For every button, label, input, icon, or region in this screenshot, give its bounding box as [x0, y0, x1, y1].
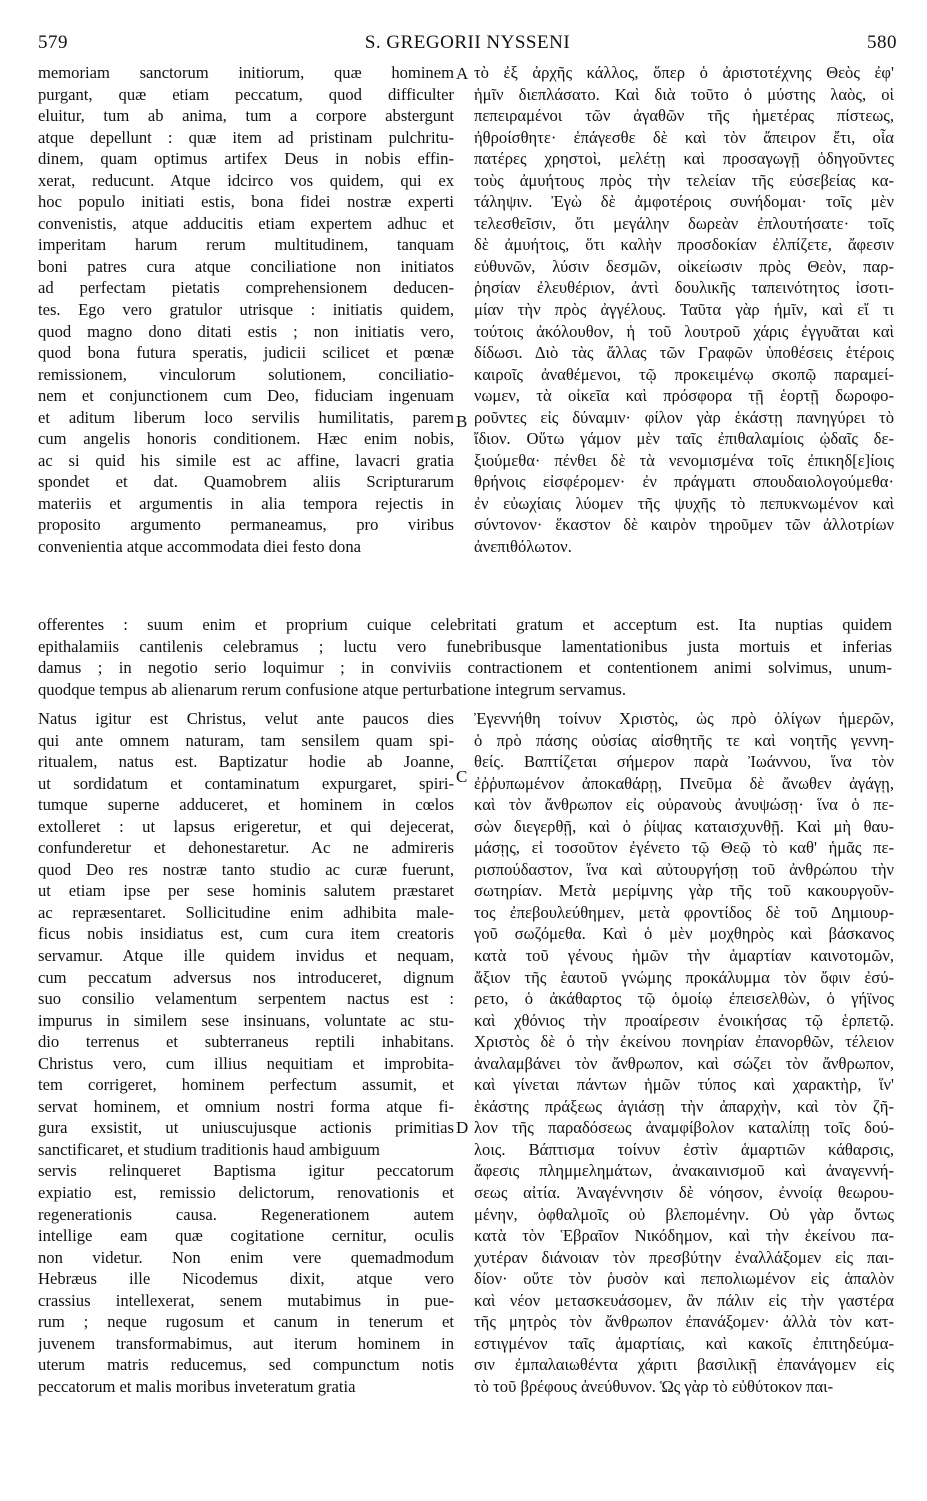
text-line: quod Deo res nostræ tanto studio ac curæ fuerunt,	[38, 859, 454, 879]
text-line: impurus in similem sese insinuans, voluntate ac stu-	[38, 1010, 454, 1030]
latin-full-width-passage	[38, 614, 892, 700]
latin-column-bottom	[38, 708, 454, 1398]
text-line: ρισπούδαστον, ἵνα καὶ αὐτουργήσῃ τοῦ ἀνθρώπου τὴν	[474, 859, 894, 879]
text-line: μένην, ὀφθαλμοῖς οὐ βλεπομένην. Οὐ γὰρ ὄντως	[474, 1204, 894, 1224]
text-line: sanctificaret, et studium traditionis haud ambiguum	[38, 1139, 380, 1159]
text-line: tem corrigeret, hominem perfectum assumit, et	[38, 1075, 454, 1095]
text-line: χυτέραν διάνοιαν τὸν πρεσβύτην ἐναλλάξομεν εἰς παι-	[474, 1247, 894, 1267]
text-line: extolleret : ut lapsus erigeretur, et qui dejecerat,	[38, 816, 454, 836]
text-line: xerat, reducunt. Atque idcirco vos quidem, qui ex	[38, 170, 454, 190]
text-line: quod bona futura speratis, judicii scilicet et pœnæ	[38, 343, 454, 363]
text-line: spondet et dat. Quamobrem aliis Scripturarum	[38, 472, 454, 492]
text-line: ut sordidatum et contaminatum expurgaret, spiri-	[38, 773, 454, 793]
text-line: κατὰ τοῦ γένους ἡμῶν τὴν ἁμαρτίαν καινοτομῶν,	[474, 946, 894, 966]
text-line: δὲ ἀμυήτοις, ὅτι καλὴν προσδοκίαν ἐλπίζετε, ἄφεσιν	[474, 235, 894, 255]
text-line: atque depellunt : quæ item ad pristinam pulchritu-	[38, 127, 454, 147]
greek-column-top	[474, 62, 894, 558]
text-line: qui ante omnem naturam, tam sensilem quam spi-	[38, 730, 454, 750]
text-line: γοῦ σωζόμεθα. Καὶ ὁ μὲν μοχθηρὸς καὶ βάσκανος	[474, 924, 894, 944]
text-line: καὶ χθόνιος τὴν προαίρεσιν ἐνοικήσας τῷ ἑρπετῷ.	[474, 1010, 894, 1030]
text-line: τὸ τοῦ βρέφους ἀνεύθυνον. Ὡς γὰρ τὸ εὐθύτοκον παι-	[474, 1376, 834, 1396]
text-line: δίον· οὔτε τὸν ῥυσὸν καὶ πεπολιωμένον εἰς ἁπαλὸν	[474, 1269, 894, 1289]
text-line: convenientia atque accommodata diei festo dona	[38, 537, 361, 557]
text-line: quod magno dono ditati estis ; non initiatis vero,	[38, 321, 454, 341]
text-line: ἠθροίσθητε· ἐπάγεσθε δὲ καὶ τὸν ἄπειρον ἔτι, οἷα	[474, 127, 894, 147]
text-line: ἄξιον τῆς ἑαυτοῦ γνώμης προκάλυμμα τὸν ὄφιν ἐσύ-	[474, 967, 894, 987]
text-line: εστιγμένον ταῖς ἁμαρτίαις, καὶ κακοῖς ἐπιτηδεύμα-	[474, 1333, 894, 1353]
page-number-right: 580	[867, 32, 897, 53]
text-line: tumque superne adduceret, et hominem in cœlos	[38, 795, 454, 815]
text-line: τοὺς ἀμυήτους πρὸς τὴν τελείαν τῆς εὐσεβείας κα-	[474, 170, 894, 190]
text-line: ἑκάστης πράξεως ἁγιάσῃ τὴν ἀπαρχὴν, καὶ τὸν ζῆ-	[474, 1096, 894, 1116]
text-line: τελεσθεῖσιν, ὅτι μεγάλην δωρεὰν ἐπλουτήσατε· τοῖς	[474, 213, 894, 233]
running-header	[38, 32, 897, 60]
text-line: σὼν διεγερθῇ, καὶ ὁ ῥίψας καταισχυνθῇ. Καὶ μὴ θαυ-	[474, 816, 894, 836]
text-line: Ἐγεννήθη τοίνυν Χριστὸς, ὡς πρὸ ὀλίγων ἡμερῶν,	[474, 709, 894, 728]
text-line: θρήνοις εἰσφέρομεν· ἐν πράγματι σπουδαιολογούμεθα·	[474, 472, 894, 492]
text-line: ac si quid his simile est ac affine, lavacri gratia	[38, 450, 454, 470]
text-line: tes. Ego vero gratulor utrisque : initiatis quidem,	[38, 300, 454, 320]
text-line: ficus nobis insidiatus est, cum cura item creatoris	[38, 924, 454, 944]
text-line: σύντονον· ἕκαστον δὲ καιρὸν τηροῦμεν τῶν ἀλλοτρίων	[474, 515, 894, 535]
text-line: τος ἐπεβουλεύθημεν, μετὰ φροντίδος δὲ τοῦ Δημιουρ-	[474, 902, 894, 922]
text-line: ροῦντες εἰς δύναμιν· φίλον γὰρ ἑκάστῃ πανηγύρει τὸ	[474, 407, 894, 427]
text-line: καὶ γίνεται πάντων ἡμῶν τύπος καὶ χαρακτὴρ, ἵν'	[474, 1075, 894, 1095]
text-line: peccatorum et malis moribus inveteratum gratia	[38, 1376, 356, 1396]
text-line: confunderetur et dehonestaretur. Ac ne admireris	[38, 838, 454, 858]
text-line: materiis et argumentis in alia tempora rejectis in	[38, 493, 454, 513]
text-line: damus ; in negotio serio loquimur ; in conviviis contractionem et contentionem animi solvimus, unum-	[38, 658, 892, 678]
text-line: convenistis, atque adducitis etiam expertem adhuc et	[38, 213, 454, 233]
text-line: crassius intellexerat, senem mutabimus in pue-	[38, 1290, 454, 1310]
text-line: suo consilio velamentum serpentem nactus est :	[38, 989, 454, 1009]
text-line: dinem, quam optimus artifex Deus in nobis effin-	[38, 149, 454, 169]
text-line: σιν ἐμπαλαιωθέντα χάριτι βασιλικῇ ἐπανάγομεν εἰς	[474, 1355, 894, 1375]
text-line: quodque tempus ab alienarum rerum confusione atque perturbatione integrum servamus.	[38, 679, 626, 699]
text-line: ὁ πρὸ πάσης οὐσίας αἰσθητῆς τε καὶ νοητῆς γεννη-	[474, 730, 894, 750]
text-line: τὸ ἐξ ἀρχῆς κάλλος, ὅπερ ὁ ἀριστοτέχνης Θεὸς ἐφ'	[474, 63, 894, 82]
greek-column-bottom	[474, 708, 894, 1398]
text-line: ῥησίαν ἐλευθέριον, ἀντὶ δουλικῆς ταπεινότητος ἰσοτι-	[474, 278, 894, 298]
section-marker-c: C	[456, 767, 468, 786]
text-line: juvenem transformabimus, aut iterum hominem in	[38, 1333, 454, 1353]
text-line: ξιούμεθα· πένθει δὲ τὰ νενομισμένα τοῖς ἐπικηδ[ε]ίοις	[474, 450, 894, 470]
text-line: gura exsistit, ut uniuscujusque actionis primitias	[38, 1118, 454, 1138]
text-line: offerentes : suum enim et proprium cuique celebritati gratum et acceptum est. Ita nuptias quidem	[38, 615, 892, 634]
text-line: θείς. Βαπτίζεται σήμερον παρὰ Ἰωάννου, ἵνα τὸν	[474, 752, 894, 772]
text-line: τούτοις ἀκόλουθον, ἡ τοῦ λουτροῦ χάρις ἐγγυᾶται καὶ	[474, 321, 894, 341]
text-line: rum ; neque rugosum et canum in tenerum et	[38, 1312, 454, 1332]
text-line: λοις. Βάπτισμα τοίνυν ἐστὶν ἁμαρτιῶν κάθαρσις,	[474, 1139, 894, 1159]
text-line: ut etiam ipse per sese hominis salutem præstaret	[38, 881, 454, 901]
text-line: non videtur. Non enim vere quemadmodum	[38, 1247, 454, 1267]
section-marker-a: A	[456, 64, 469, 83]
text-line: μίαν τὴν πρὸς ἀγγέλους. Ταῦτα γὰρ ἡμῖν, καὶ εἴ τι	[474, 300, 894, 320]
text-line: ἄφεσις πλημμελημάτων, ἀνακαινισμοῦ καὶ ἀναγεννή-	[474, 1161, 894, 1181]
text-line: ἴδιον. Οὕτω γάμον μὲν ταῖς ἐπιθαλαμίοις ᾠδαῖς δε-	[474, 429, 894, 449]
section-marker-b: B	[456, 412, 468, 431]
text-line: remissionem, vinculorum solutionem, conciliatio-	[38, 364, 454, 384]
text-line: servat hominem, et omnium nostri forma atque fi-	[38, 1096, 454, 1116]
text-line: eluitur, tum ab anima, tum a corpore abstergunt	[38, 106, 454, 126]
text-line: πατέρες χρηστοὶ, μελέτῃ καὶ προσαγωγῇ ὁδηγοῦντες	[474, 149, 894, 169]
text-line: ad perfectam pietatis comprehensionem deducen-	[38, 278, 454, 298]
text-line: Χριστὸς δὲ ὁ τὴν ἐκείνου πονηρίαν ἐπανορθῶν, τέλειον	[474, 1032, 894, 1052]
text-line: ἀναλαμβάνει τὸν ἄνθρωπον, καὶ σώζει τὸν ἄνθρωπον,	[474, 1053, 894, 1073]
text-line: nem et conjunctionem cum Deo, fiduciam ingenuam	[38, 386, 454, 406]
text-line: μάσῃς, εἰ τοσοῦτον ἐγένετο τῷ Θεῷ τὸ καθ' ἡμᾶς πε-	[474, 838, 894, 858]
text-line: εὐθυνῶν, λύσιν δεσμῶν, οἰκείωσιν πρὸς Θεὸν, παρ-	[474, 256, 894, 276]
text-line: δίδωσι. Διὸ τὰς ἄλλας τῶν Γραφῶν ὑποθέσεις ἑτέροις	[474, 343, 894, 363]
text-line: ἐν εὐωχίαις λύομεν τῆς ψυχῆς τὸ πεπυκνωμένον καὶ	[474, 493, 894, 513]
text-line: λον τῆς παραδόσεως ἀναμφίβολον καταλίπῃ τοῖς δού-	[474, 1118, 894, 1138]
text-line: regenerationis causa. Regenerationem autem	[38, 1204, 454, 1224]
text-line: σωτηρίαν. Μετὰ μερίμνης γὰρ τῆς τοῦ κακουργοῦν-	[474, 881, 894, 901]
text-line: καὶ τὸν ἄνθρωπον εἰς οὐρανοὺς ἀνυψώσῃ· ἵνα ὁ πε-	[474, 795, 894, 815]
text-line: ac repræsentaret. Sollicitudine enim adhibita male-	[38, 902, 454, 922]
text-line: κατὰ τὸν Ἑβραῖον Νικόδημον, καὶ τὴν ἐκείνου πα-	[474, 1226, 894, 1246]
text-line: τάληψιν. Ἐγὼ δὲ ἀμφοτέροις συνήδομαι· τοῖς μὲν	[474, 192, 894, 212]
text-line: ρετο, ὁ ἀκάθαρτος τῷ ὁμοίῳ ἐπεισελθὼν, ὁ γήϊνος	[474, 989, 894, 1009]
text-line: et aditum liberum loco servilis humilitatis, parem	[38, 407, 454, 427]
text-line: καὶ νέον μετασκευάσομεν, ἂν πάλιν εἰς τὴν γαστέρα	[474, 1290, 894, 1310]
text-line: σεως αἰτία. Ἀναγέννησιν δὲ νόησον, ἐννοίᾳ θεωρου-	[474, 1183, 894, 1203]
text-line: Hebræus ille Nicodemus dixit, atque vero	[38, 1269, 454, 1289]
text-line: cum angelis honoris conditionem. Hæc enim nobis,	[38, 429, 454, 449]
text-line: servis relinqueret Baptisma igitur peccatorum	[38, 1161, 454, 1181]
latin-column-top	[38, 62, 454, 558]
text-line: νωμεν, τὰ οἰκεῖα καὶ πρόσφορα τῇ ἑορτῇ δωροφο-	[474, 386, 894, 406]
text-line: Christus vero, cum illius nequitiam et improbita-	[38, 1053, 454, 1073]
text-line: πεπειραμένοι τῶν ἀγαθῶν τῆς ἡμετέρας πίστεως,	[474, 106, 894, 126]
text-line: dio terrenus et subterraneus reptili inhabitans.	[38, 1032, 454, 1052]
page-number-left: 579	[38, 32, 68, 53]
text-line: purgant, quæ etiam peccatum, quod difficulter	[38, 84, 454, 104]
text-line: uterum matris reducemus, sed compunctum notis	[38, 1355, 454, 1375]
text-line: ἡμῖν διεπλάσατο. Καὶ διὰ τοῦτο ὁ μύστης λαὸς, οἱ	[474, 84, 894, 104]
text-line: ritualem, natus est. Baptizatur hodie ab Joanne,	[38, 752, 454, 772]
text-line: intellige eam quæ cogitatione cernitur, oculis	[38, 1226, 454, 1246]
text-line: ἐῤῥυπωμένον ἀποκαθάρῃ, Πνεῦμα δὲ ἄνωθεν ἀγάγῃ,	[474, 773, 894, 793]
text-line: cum peccatum adversus nos introduceret, dignum	[38, 967, 454, 987]
text-line: boni patres cura atque conciliatione non initiatos	[38, 256, 454, 276]
text-line: memoriam sanctorum initiorum, quæ hominem	[38, 63, 454, 82]
text-line: ἀνεπιθόλωτον.	[474, 537, 572, 557]
section-marker-d: D	[456, 1118, 469, 1137]
text-line: τῆς μητρὸς τὸν ἄνθρωπον ἐπανάξομεν· ἀλλὰ τὸν κατ-	[474, 1312, 894, 1332]
text-line: proposito argumento permaneamus, pro viribus	[38, 515, 454, 535]
text-line: hoc populo initiati estis, bona fidei nostræ experti	[38, 192, 454, 212]
text-line: epithalamiis cantilenis celebramus ; luctu vero funebribusque lamentationibus justa mortuis et inferias	[38, 636, 892, 656]
text-line: καιροῖς ἀναθέμενοι, τῷ προκειμένῳ σκοπῷ παραμεί-	[474, 364, 894, 384]
running-title: S. GREGORII NYSSENI	[364, 32, 571, 53]
text-line: imperitam harum rerum multitudinem, tanquam	[38, 235, 454, 255]
text-line: expiatio est, remissio delictorum, renovationis et	[38, 1183, 454, 1203]
text-line: Natus igitur est Christus, velut ante paucos dies	[38, 709, 454, 728]
text-line: servamur. Atque ille quidem invidus et nequam,	[38, 946, 454, 966]
